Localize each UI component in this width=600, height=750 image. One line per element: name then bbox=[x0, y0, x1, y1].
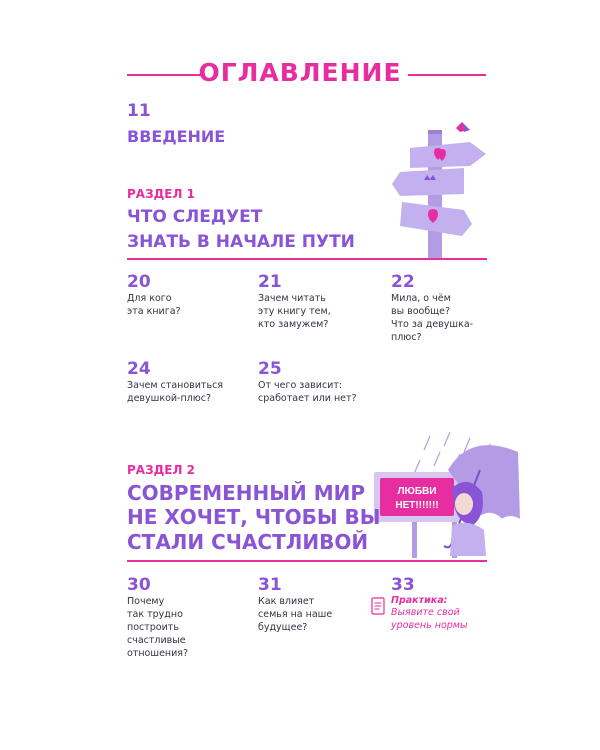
entry-text-line: Зачем читать bbox=[258, 293, 326, 304]
entry-text-line: так трудно bbox=[127, 609, 183, 620]
entry-text-line: плюс? bbox=[391, 332, 422, 343]
toc-entry[interactable] bbox=[258, 272, 368, 331]
entry-text-line: Почему bbox=[127, 596, 165, 607]
section1-divider bbox=[127, 258, 487, 260]
toc-entry[interactable] bbox=[127, 272, 237, 318]
entry-page-number: 30 bbox=[127, 575, 151, 595]
title-rule-right bbox=[408, 74, 486, 76]
entry-text-line: будущее? bbox=[258, 622, 308, 633]
intro-page-number: 11 bbox=[127, 101, 151, 121]
entry-page-number: 20 bbox=[127, 272, 151, 292]
entry-page-number: 21 bbox=[258, 272, 282, 292]
section2-title-line1: СОВРЕМЕННЫЙ МИР bbox=[127, 481, 366, 505]
intro-title: ВВЕДЕНИЕ bbox=[127, 127, 226, 146]
practice-text-line: Выявите свой bbox=[391, 607, 460, 618]
entry-page-number: 22 bbox=[391, 272, 415, 292]
toc-entry[interactable] bbox=[127, 359, 247, 405]
toc-entry[interactable] bbox=[391, 272, 501, 344]
girl-face bbox=[455, 493, 473, 515]
entry-text-line: сработает или нет? bbox=[258, 393, 357, 404]
section2-label: РАЗДЕЛ 2 bbox=[127, 463, 195, 477]
entry-text-line: вы вообще? bbox=[391, 306, 451, 317]
entry-text-line: эту книгу тем, bbox=[258, 306, 331, 317]
entry-text-line: От чего зависит: bbox=[258, 380, 343, 391]
entry-page-number: 25 bbox=[258, 359, 282, 379]
entry-text-line: эта книга? bbox=[127, 306, 181, 317]
section1-title-line1: ЧТО СЛЕДУЕТ bbox=[127, 207, 263, 227]
entry-text-line: девушкой-плюс? bbox=[127, 393, 212, 404]
entry-text-line: Для кого bbox=[127, 293, 172, 304]
toc-entry[interactable] bbox=[258, 575, 368, 634]
section1-title-line2: ЗНАТЬ В НАЧАЛЕ ПУТИ bbox=[127, 232, 355, 252]
entry-text-line: счастливые bbox=[127, 635, 186, 646]
toc-entry[interactable] bbox=[258, 359, 378, 405]
practice-label: Практика: bbox=[391, 595, 448, 606]
section1-label: РАЗДЕЛ 1 bbox=[127, 187, 195, 201]
signpost-arrow-middle bbox=[392, 168, 464, 196]
toc-entry-practice[interactable] bbox=[371, 575, 501, 632]
toc-entry[interactable] bbox=[127, 575, 237, 660]
entry-text-line: Как влияет bbox=[258, 596, 315, 607]
document-icon bbox=[371, 597, 385, 615]
entry-text-line: семья на наше bbox=[258, 609, 333, 620]
entry-text-line: Что за девушка- bbox=[391, 319, 474, 330]
entry-text-line: кто замужем? bbox=[258, 319, 329, 330]
section2-title-line3: СТАЛИ СЧАСТЛИВОЙ bbox=[127, 530, 369, 554]
signpost-arrow-top bbox=[410, 142, 486, 168]
sign-text-line2: НЕТ!!!!!!! bbox=[395, 500, 439, 511]
section2-divider bbox=[127, 560, 487, 562]
entry-text-line: построить bbox=[127, 622, 179, 633]
entry-page-number: 24 bbox=[127, 359, 151, 379]
entry-page-number: 33 bbox=[391, 575, 415, 595]
page-title: ОГЛАВЛЕНИЕ bbox=[198, 58, 402, 87]
sign-text-line1: ЛЮБВИ bbox=[397, 486, 437, 497]
entry-text-line: отношения? bbox=[127, 648, 189, 659]
practice-text-line: уровень нормы bbox=[391, 620, 468, 631]
umbrella-girl-illustration bbox=[360, 430, 520, 560]
entry-page-number: 31 bbox=[258, 575, 282, 595]
entry-text-line: Мила, о чём bbox=[391, 293, 451, 304]
entry-text-line: Зачем становиться bbox=[127, 380, 224, 391]
signpost-illustration bbox=[390, 122, 490, 262]
section2-title-line2: НЕ ХОЧЕТ, ЧТОБЫ ВЫ bbox=[127, 505, 381, 529]
sign-post bbox=[412, 520, 417, 558]
girl-body bbox=[450, 523, 486, 556]
